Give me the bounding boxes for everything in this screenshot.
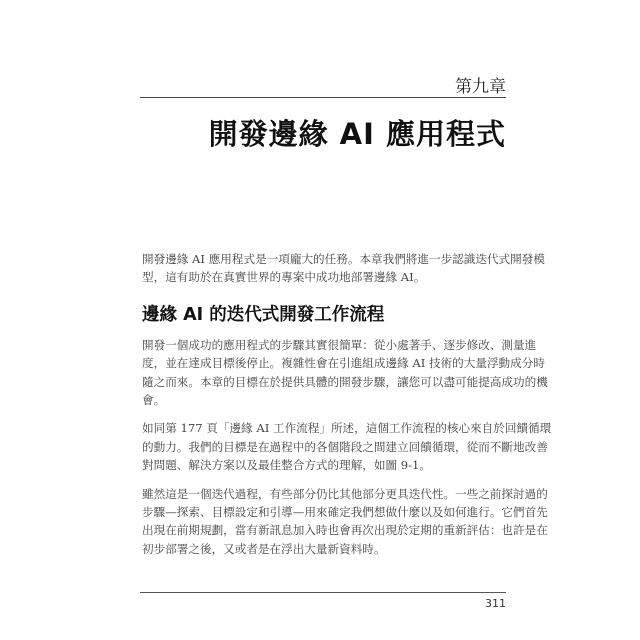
text-line: 開發邊緣 AI 應用程式是一項龐大的任務。本章我們將進一步認識迭代式開發模 (142, 252, 545, 266)
header-rule (140, 97, 506, 98)
text-line: 初步部署之後，又或者是在浮出大量新資料時。 (142, 541, 386, 556)
text-line: 的動力。我們的目標是在過程中的各個階段之間建立回饋循環，從而不斷地改善 (142, 439, 548, 454)
text-line: 度，並在達成目標後停止。複雜性會在引進組成邊緣 AI 技術的大量浮動成分時 (142, 356, 545, 371)
chapter-label: 第九章 (455, 77, 506, 97)
text-line: 會。 (142, 393, 166, 408)
paragraph-1 (142, 336, 548, 410)
page-number: 311 (485, 597, 506, 610)
text-line: 型，這有助於在真實世界的專案中成功地部署邊緣 AI。 (142, 270, 426, 285)
chapter-title: 開發邊緣 AI 應用程式 (208, 117, 506, 151)
text-line: 出現在前期規劃，當有新訊息加入時也會再次出現於定期的重新評估：也許是在 (142, 523, 548, 538)
intro-paragraph (142, 250, 545, 287)
paragraph-2 (142, 419, 552, 474)
text-line: 步驟—探索、目標設定和引導—用來確定我們想做什麼以及如何進行。它們首先 (142, 505, 548, 520)
text-line: 開發一個成功的應用程式的步驟其實很簡單：從小處著手、逐步修改、測量進 (142, 337, 537, 352)
text-line: 如同第 177 頁「邊緣 AI 工作流程」所述，這個工作流程的核心來自於回饋循環 (142, 421, 552, 436)
footer-rule (140, 592, 506, 593)
page-body (142, 250, 552, 568)
text-line: 雖然這是一個迭代過程，有些部分仍比其他部分更具迭代性。一些之前探討過的 (142, 486, 548, 501)
paragraph-3 (142, 485, 548, 559)
section-heading: 邊緣 AI 的迭代式開發工作流程 (142, 304, 385, 325)
text-line: 隨之而來。本章的目標在於提供具體的開發步驟，讓您可以盡可能提高成功的機 (142, 374, 548, 389)
text-line: 對問題、解決方案以及最佳整合方式的理解，如圖 9-1。 (142, 458, 432, 473)
